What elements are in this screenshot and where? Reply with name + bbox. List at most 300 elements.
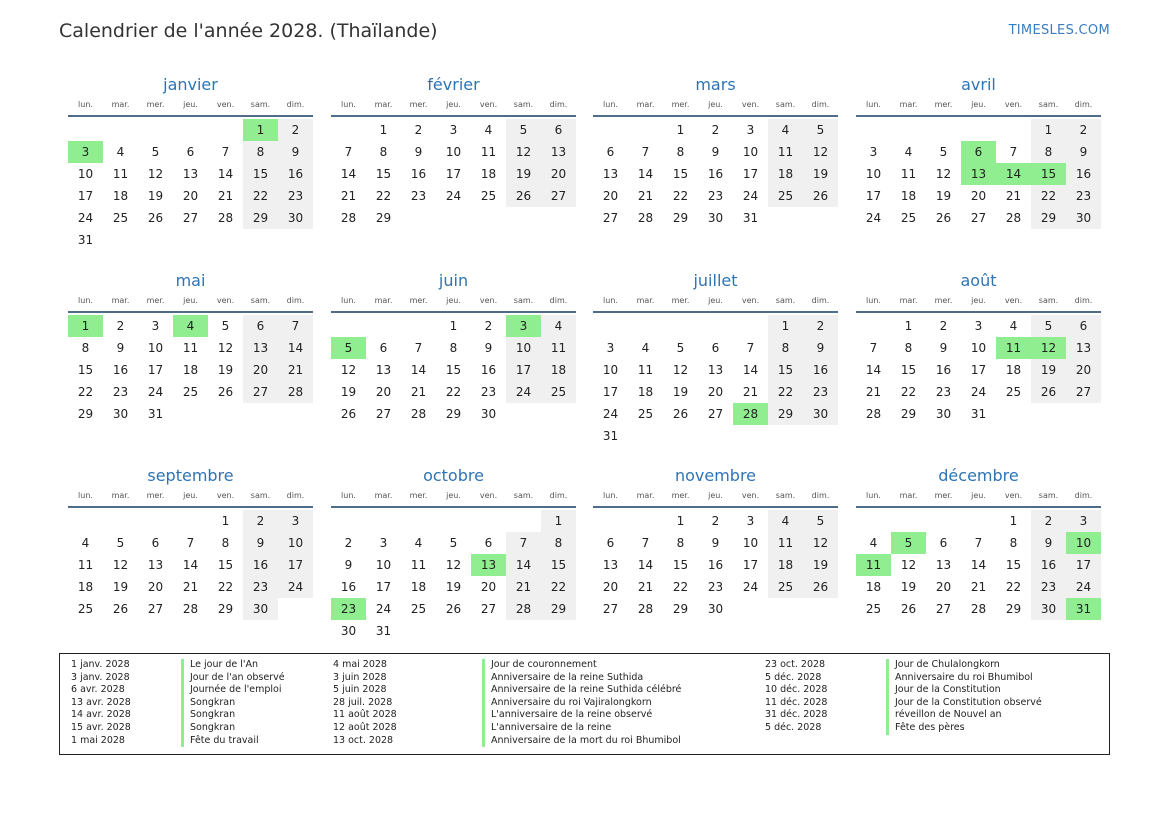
day-cell: 7 bbox=[641, 145, 650, 159]
day-cell: 3 bbox=[746, 514, 755, 528]
weekday-label: jeu. bbox=[446, 296, 461, 305]
day-cell: 26 bbox=[935, 211, 952, 225]
weekday-label: lun. bbox=[603, 296, 618, 305]
day-cell: 17 bbox=[1066, 554, 1101, 576]
weekday-label: mar. bbox=[899, 296, 918, 305]
day-cell: 7 bbox=[221, 145, 230, 159]
legend-date: 1 janv. 2028 bbox=[71, 659, 130, 670]
legend-date: 11 déc. 2028 bbox=[765, 696, 828, 708]
day-cell: 9 bbox=[1066, 141, 1101, 163]
legend-names-col-1 bbox=[181, 659, 285, 747]
day-cell: 10 bbox=[506, 337, 541, 359]
day-cell: 19 bbox=[112, 580, 129, 594]
weekday-label: mar. bbox=[636, 100, 655, 109]
weekday-label: mar. bbox=[374, 491, 393, 500]
day-cell: 14 bbox=[340, 167, 357, 181]
day-cell: 27 bbox=[707, 407, 724, 421]
weekday-label: sam. bbox=[250, 100, 271, 109]
weekday-label: sam. bbox=[250, 491, 271, 500]
legend-dates-col-1 bbox=[71, 659, 131, 747]
weekday-label: sam. bbox=[513, 100, 534, 109]
legend-date: 13 avr. 2028 bbox=[71, 696, 131, 708]
legend-date: 14 avr. 2028 bbox=[71, 709, 131, 721]
day-cell: 23 bbox=[935, 385, 952, 399]
weekday-label: jeu. bbox=[971, 100, 986, 109]
legend-names-col-2 bbox=[482, 659, 681, 747]
legend-date: 5 juin 2028 bbox=[333, 684, 387, 696]
day-cell: 23 bbox=[1031, 576, 1066, 598]
day-cell: 13 bbox=[182, 167, 199, 181]
day-cell: 31 bbox=[970, 407, 987, 421]
day-cell: 20 bbox=[602, 189, 619, 203]
holiday-day-cell: 5 bbox=[891, 532, 926, 554]
legend-holiday-name: Anniversaire de la reine Suthida célébré bbox=[482, 684, 681, 697]
day-cell: 12 bbox=[340, 363, 357, 377]
day-cell: 4 bbox=[869, 536, 878, 550]
day-cell: 1 bbox=[449, 319, 458, 333]
day-cell: 1 bbox=[768, 315, 803, 337]
day-cell: 25 bbox=[480, 189, 497, 203]
legend-holiday-name: Jour de la Constitution bbox=[886, 684, 1042, 697]
weekday-header bbox=[331, 491, 576, 503]
legend-date: 3 janv. 2028 bbox=[71, 671, 130, 683]
day-cell: 20 bbox=[1066, 359, 1101, 381]
weekday-label: sam. bbox=[775, 100, 796, 109]
day-cell: 25 bbox=[182, 385, 199, 399]
day-cell: 31 bbox=[742, 211, 759, 225]
day-cell: 28 bbox=[217, 211, 234, 225]
day-cell: 5 bbox=[221, 319, 230, 333]
weekday-label: jeu. bbox=[446, 100, 461, 109]
holiday-day-cell: 13 bbox=[471, 554, 506, 576]
weekday-label: lun. bbox=[341, 100, 356, 109]
month-name: mars bbox=[695, 75, 736, 94]
day-cell: 3 bbox=[449, 123, 458, 137]
day-cell: 22 bbox=[445, 385, 462, 399]
weekday-label: ven. bbox=[1004, 100, 1023, 109]
day-cell: 14 bbox=[182, 558, 199, 572]
day-cell: 12 bbox=[803, 141, 838, 163]
day-cell: 15 bbox=[77, 363, 94, 377]
weekday-label: mer. bbox=[671, 100, 690, 109]
legend-date: 15 avr. 2028 bbox=[71, 721, 131, 733]
day-cell: 29 bbox=[217, 602, 234, 616]
day-cell: 4 bbox=[484, 123, 493, 137]
day-cell: 31 bbox=[147, 407, 164, 421]
day-cell: 28 bbox=[278, 381, 313, 403]
weekday-header bbox=[68, 491, 313, 503]
weekday-label: ven. bbox=[216, 296, 235, 305]
day-cell: 31 bbox=[77, 233, 94, 247]
day-cell: 19 bbox=[935, 189, 952, 203]
weekday-label: lun. bbox=[78, 491, 93, 500]
day-cell: 11 bbox=[77, 558, 94, 572]
legend-holiday-name: Anniversaire de la reine Suthida bbox=[482, 672, 681, 685]
header-rule bbox=[856, 506, 1101, 508]
header-rule bbox=[68, 115, 313, 117]
day-cell: 4 bbox=[641, 341, 650, 355]
day-cell: 7 bbox=[974, 536, 983, 550]
day-cell: 18 bbox=[1005, 363, 1022, 377]
weekday-label: dim. bbox=[811, 100, 830, 109]
day-cell: 18 bbox=[637, 385, 654, 399]
day-cell: 23 bbox=[707, 580, 724, 594]
weekday-label: dim. bbox=[286, 100, 305, 109]
header-rule bbox=[331, 311, 576, 313]
day-cell: 17 bbox=[602, 385, 619, 399]
day-cell: 16 bbox=[243, 554, 278, 576]
day-cell: 12 bbox=[112, 558, 129, 572]
weekday-label: mer. bbox=[146, 491, 165, 500]
legend-holiday-name: Fête du travail bbox=[181, 735, 285, 748]
month-name: juin bbox=[438, 271, 469, 290]
day-cell: 30 bbox=[1066, 207, 1101, 229]
day-cell: 20 bbox=[375, 385, 392, 399]
day-cell: 26 bbox=[112, 602, 129, 616]
day-cell: 1 bbox=[676, 514, 685, 528]
day-cell: 29 bbox=[900, 407, 917, 421]
day-cell: 23 bbox=[410, 189, 427, 203]
day-cell: 27 bbox=[243, 381, 278, 403]
day-cell: 2 bbox=[484, 319, 493, 333]
day-cell: 27 bbox=[182, 211, 199, 225]
day-cell: 16 bbox=[112, 363, 129, 377]
day-cell: 26 bbox=[672, 407, 689, 421]
legend-holiday-name: Journée de l'emploi bbox=[181, 684, 285, 697]
holiday-legend bbox=[59, 653, 1110, 755]
day-cell: 5 bbox=[676, 341, 685, 355]
day-cell: 6 bbox=[541, 119, 576, 141]
day-cell: 27 bbox=[480, 602, 497, 616]
header-rule bbox=[68, 311, 313, 313]
day-cell: 10 bbox=[445, 145, 462, 159]
day-cell: 18 bbox=[865, 580, 882, 594]
weekday-label: jeu. bbox=[708, 491, 723, 500]
weekday-label: ven. bbox=[741, 100, 760, 109]
day-cell: 1 bbox=[676, 123, 685, 137]
day-cell: 3 bbox=[974, 319, 983, 333]
day-cell: 25 bbox=[112, 211, 129, 225]
day-cell: 19 bbox=[803, 554, 838, 576]
day-cell: 5 bbox=[506, 119, 541, 141]
day-cell: 21 bbox=[506, 576, 541, 598]
legend-holiday-name: L'anniversaire de la reine bbox=[482, 722, 681, 735]
weekday-label: sam. bbox=[250, 296, 271, 305]
holiday-day-cell: 13 bbox=[961, 163, 996, 185]
header-rule bbox=[856, 115, 1101, 117]
day-cell: 5 bbox=[939, 145, 948, 159]
weekday-label: dim. bbox=[811, 491, 830, 500]
header-rule bbox=[593, 115, 838, 117]
day-cell: 8 bbox=[449, 341, 458, 355]
day-cell: 10 bbox=[375, 558, 392, 572]
day-cell: 8 bbox=[1009, 536, 1018, 550]
weekday-label: jeu. bbox=[708, 296, 723, 305]
day-cell: 16 bbox=[278, 163, 313, 185]
day-cell: 29 bbox=[1031, 207, 1066, 229]
day-cell: 11 bbox=[410, 558, 427, 572]
legend-date: 10 déc. 2028 bbox=[765, 684, 828, 696]
day-cell: 3 bbox=[278, 510, 313, 532]
holiday-day-cell: 3 bbox=[68, 141, 103, 163]
day-cell: 21 bbox=[182, 580, 199, 594]
day-cell: 13 bbox=[1066, 337, 1101, 359]
day-cell: 25 bbox=[1005, 385, 1022, 399]
day-cell: 23 bbox=[803, 381, 838, 403]
day-cell: 18 bbox=[768, 163, 803, 185]
weekday-label: sam. bbox=[775, 296, 796, 305]
legend-date: 3 juin 2028 bbox=[333, 671, 387, 683]
day-cell: 7 bbox=[344, 145, 353, 159]
legend-dates-col-2 bbox=[333, 659, 397, 747]
day-cell: 30 bbox=[112, 407, 129, 421]
weekday-label: lun. bbox=[866, 296, 881, 305]
day-cell: 12 bbox=[217, 341, 234, 355]
day-cell: 4 bbox=[768, 119, 803, 141]
weekday-header bbox=[593, 296, 838, 308]
day-cell: 14 bbox=[410, 363, 427, 377]
day-cell: 15 bbox=[541, 554, 576, 576]
day-cell: 23 bbox=[112, 385, 129, 399]
day-cell: 17 bbox=[278, 554, 313, 576]
day-cell: 22 bbox=[1005, 580, 1022, 594]
day-cell: 28 bbox=[970, 602, 987, 616]
day-cell: 2 bbox=[1031, 510, 1066, 532]
weekday-label: sam. bbox=[513, 296, 534, 305]
day-cell: 11 bbox=[768, 141, 803, 163]
day-cell: 8 bbox=[541, 532, 576, 554]
day-cell: 5 bbox=[803, 119, 838, 141]
day-cell: 19 bbox=[340, 385, 357, 399]
header-rule bbox=[331, 115, 576, 117]
weekday-label: mer. bbox=[409, 100, 428, 109]
legend-date: 1 mai 2028 bbox=[71, 734, 125, 746]
weekday-label: mar. bbox=[111, 296, 130, 305]
day-cell: 22 bbox=[768, 381, 803, 403]
day-cell: 14 bbox=[865, 363, 882, 377]
month-name: janvier bbox=[163, 75, 218, 94]
day-cell: 9 bbox=[711, 536, 720, 550]
day-cell: 1 bbox=[1031, 119, 1066, 141]
day-cell: 26 bbox=[803, 576, 838, 598]
day-cell: 21 bbox=[970, 580, 987, 594]
day-cell: 16 bbox=[803, 359, 838, 381]
day-cell: 8 bbox=[243, 141, 278, 163]
day-cell: 2 bbox=[344, 536, 353, 550]
day-cell: 8 bbox=[676, 536, 685, 550]
legend-holiday-name: Jour de Chulalongkorn bbox=[886, 659, 1042, 672]
legend-date: 5 déc. 2028 bbox=[765, 671, 822, 683]
header-rule bbox=[331, 506, 576, 508]
weekday-label: dim. bbox=[1074, 100, 1093, 109]
month-name: décembre bbox=[938, 466, 1019, 485]
day-cell: 22 bbox=[672, 580, 689, 594]
holiday-day-cell: 1 bbox=[68, 315, 103, 337]
day-cell: 25 bbox=[410, 602, 427, 616]
weekday-header bbox=[331, 296, 576, 308]
weekday-label: mar. bbox=[899, 491, 918, 500]
day-cell: 28 bbox=[1005, 211, 1022, 225]
day-cell: 11 bbox=[900, 167, 917, 181]
weekday-label: mer. bbox=[409, 296, 428, 305]
day-cell: 15 bbox=[672, 167, 689, 181]
day-cell: 29 bbox=[375, 211, 392, 225]
day-cell: 25 bbox=[541, 381, 576, 403]
day-cell: 9 bbox=[1031, 532, 1066, 554]
day-cell: 24 bbox=[147, 385, 164, 399]
day-cell: 21 bbox=[1005, 189, 1022, 203]
day-cell: 9 bbox=[414, 145, 423, 159]
day-cell: 1 bbox=[379, 123, 388, 137]
header-rule bbox=[68, 506, 313, 508]
day-cell: 2 bbox=[711, 123, 720, 137]
day-cell: 10 bbox=[742, 536, 759, 550]
day-cell: 6 bbox=[606, 145, 615, 159]
weekday-label: sam. bbox=[1038, 100, 1059, 109]
day-cell: 26 bbox=[340, 407, 357, 421]
weekday-label: lun. bbox=[866, 100, 881, 109]
legend-holiday-name: Jour de couronnement bbox=[482, 659, 681, 672]
day-cell: 18 bbox=[541, 359, 576, 381]
day-cell: 8 bbox=[904, 341, 913, 355]
weekday-header bbox=[593, 100, 838, 112]
day-cell: 7 bbox=[746, 341, 755, 355]
day-cell: 9 bbox=[711, 145, 720, 159]
weekday-header bbox=[331, 100, 576, 112]
weekday-label: dim. bbox=[549, 100, 568, 109]
weekday-label: mar. bbox=[111, 100, 130, 109]
day-cell: 29 bbox=[768, 403, 803, 425]
day-cell: 5 bbox=[151, 145, 160, 159]
day-cell: 21 bbox=[742, 385, 759, 399]
holiday-day-cell: 5 bbox=[331, 337, 366, 359]
day-cell: 12 bbox=[445, 558, 462, 572]
day-cell: 8 bbox=[81, 341, 90, 355]
day-cell: 25 bbox=[865, 602, 882, 616]
day-cell: 21 bbox=[410, 385, 427, 399]
day-cell: 15 bbox=[375, 167, 392, 181]
day-cell: 6 bbox=[711, 341, 720, 355]
day-cell: 22 bbox=[1031, 185, 1066, 207]
day-cell: 20 bbox=[935, 580, 952, 594]
day-cell: 14 bbox=[637, 167, 654, 181]
holiday-day-cell: 10 bbox=[1066, 532, 1101, 554]
day-cell: 11 bbox=[112, 167, 129, 181]
weekday-header bbox=[593, 491, 838, 503]
weekday-header bbox=[68, 100, 313, 112]
day-cell: 10 bbox=[278, 532, 313, 554]
day-cell: 20 bbox=[707, 385, 724, 399]
day-cell: 25 bbox=[768, 185, 803, 207]
day-cell: 18 bbox=[77, 580, 94, 594]
legend-date: 11 août 2028 bbox=[333, 709, 397, 721]
day-cell: 19 bbox=[445, 580, 462, 594]
day-cell: 4 bbox=[541, 315, 576, 337]
day-cell: 29 bbox=[672, 602, 689, 616]
day-cell: 3 bbox=[151, 319, 160, 333]
day-cell: 29 bbox=[1005, 602, 1022, 616]
weekday-label: mer. bbox=[146, 296, 165, 305]
day-cell: 14 bbox=[970, 558, 987, 572]
day-cell: 15 bbox=[672, 558, 689, 572]
day-cell: 8 bbox=[768, 337, 803, 359]
day-cell: 29 bbox=[445, 407, 462, 421]
day-cell: 30 bbox=[707, 211, 724, 225]
day-cell: 18 bbox=[182, 363, 199, 377]
day-cell: 2 bbox=[116, 319, 125, 333]
day-cell: 17 bbox=[865, 189, 882, 203]
day-cell: 10 bbox=[865, 167, 882, 181]
holiday-day-cell: 15 bbox=[1031, 163, 1066, 185]
day-cell: 4 bbox=[414, 536, 423, 550]
day-cell: 24 bbox=[742, 580, 759, 594]
day-cell: 15 bbox=[1005, 558, 1022, 572]
day-cell: 29 bbox=[77, 407, 94, 421]
day-cell: 24 bbox=[278, 576, 313, 598]
brand-link[interactable]: TIMESLES.COM bbox=[1008, 23, 1110, 38]
day-cell: 4 bbox=[1009, 319, 1018, 333]
day-cell: 8 bbox=[1031, 141, 1066, 163]
day-cell: 25 bbox=[900, 211, 917, 225]
day-cell: 6 bbox=[379, 341, 388, 355]
day-cell: 16 bbox=[480, 363, 497, 377]
day-cell: 23 bbox=[480, 385, 497, 399]
day-cell: 30 bbox=[935, 407, 952, 421]
day-cell: 4 bbox=[81, 536, 90, 550]
day-cell: 24 bbox=[375, 602, 392, 616]
day-cell: 10 bbox=[77, 167, 94, 181]
day-cell: 10 bbox=[742, 145, 759, 159]
day-cell: 27 bbox=[602, 211, 619, 225]
day-cell: 28 bbox=[637, 211, 654, 225]
day-cell: 24 bbox=[865, 211, 882, 225]
day-cell: 26 bbox=[900, 602, 917, 616]
day-cell: 17 bbox=[147, 363, 164, 377]
holiday-day-cell: 23 bbox=[331, 598, 366, 620]
day-cell: 13 bbox=[243, 337, 278, 359]
day-cell: 10 bbox=[970, 341, 987, 355]
day-cell: 8 bbox=[676, 145, 685, 159]
day-cell: 1 bbox=[1009, 514, 1018, 528]
day-cell: 20 bbox=[243, 359, 278, 381]
weekday-header bbox=[856, 491, 1101, 503]
weekday-label: jeu. bbox=[971, 296, 986, 305]
weekday-label: mer. bbox=[409, 491, 428, 500]
day-cell: 17 bbox=[970, 363, 987, 377]
holiday-day-cell: 11 bbox=[996, 337, 1031, 359]
day-cell: 31 bbox=[375, 624, 392, 638]
month-name: février bbox=[427, 75, 480, 94]
day-cell: 19 bbox=[1031, 359, 1066, 381]
page-title: Calendrier de l'année 2028. (Thaïlande) bbox=[59, 20, 438, 42]
holiday-day-cell: 31 bbox=[1066, 598, 1101, 620]
month-name: avril bbox=[961, 75, 996, 94]
day-cell: 9 bbox=[803, 337, 838, 359]
day-cell: 19 bbox=[900, 580, 917, 594]
day-cell: 22 bbox=[243, 185, 278, 207]
day-cell: 5 bbox=[449, 536, 458, 550]
holiday-day-cell: 4 bbox=[173, 315, 208, 337]
day-cell: 20 bbox=[480, 580, 497, 594]
day-cell: 2 bbox=[1066, 119, 1101, 141]
day-cell: 30 bbox=[803, 403, 838, 425]
weekday-label: dim. bbox=[549, 296, 568, 305]
day-cell: 21 bbox=[637, 580, 654, 594]
day-cell: 9 bbox=[278, 141, 313, 163]
day-cell: 29 bbox=[541, 598, 576, 620]
day-cell: 17 bbox=[742, 167, 759, 181]
day-cell: 7 bbox=[186, 536, 195, 550]
